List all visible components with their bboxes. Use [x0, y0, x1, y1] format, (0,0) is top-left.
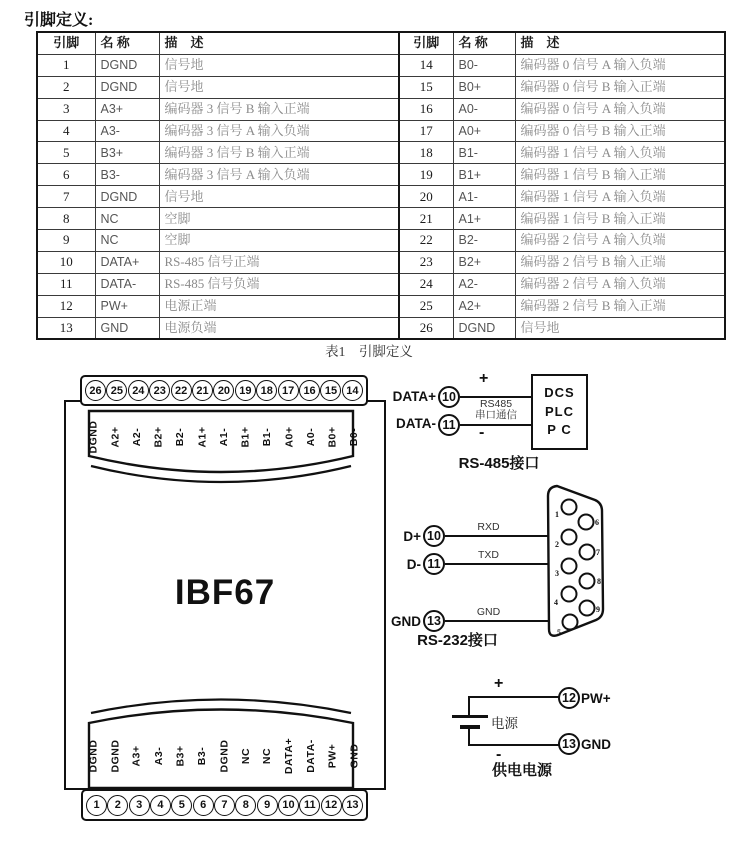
col-header-desc: 描 述: [515, 32, 725, 54]
pin-number: 23: [399, 251, 453, 273]
pin-label-slot: [344, 412, 365, 462]
d-plus-label: D+: [403, 529, 421, 544]
terminal-circle: 26: [85, 380, 106, 401]
table-row: [37, 142, 399, 164]
pin-description: 编码器 3 信号 A 输入负端: [159, 164, 399, 186]
pin-number: 19: [399, 164, 453, 186]
pin-description: 电源负端: [159, 317, 399, 339]
pin-label: A3+: [131, 744, 143, 767]
data-plus-pin-circle: 10: [438, 386, 460, 408]
terminal-circle: 12: [321, 795, 342, 816]
page-title: 引脚定义:: [24, 12, 94, 29]
table-row: [399, 317, 725, 339]
pin-description: 信号地: [159, 76, 399, 98]
pin-number: 7: [37, 186, 95, 208]
pwr-gnd-label: GND: [581, 737, 611, 752]
pin-number: 25: [399, 295, 453, 317]
host-device-box: [531, 374, 588, 450]
rs232-caption: RS-232接口: [417, 632, 498, 649]
pin-name: DGND: [95, 76, 159, 98]
terminal-circle: 8: [235, 795, 256, 816]
db9-pin-number: 3: [555, 569, 559, 578]
pin-name: A1+: [453, 208, 515, 230]
bottom-pin-labels: [80, 727, 368, 784]
table-row: [399, 142, 725, 164]
pin-name: B1+: [453, 164, 515, 186]
pin-description: 编码器 2 信号 A 输入负端: [515, 273, 725, 295]
terminal-circle: 9: [257, 795, 278, 816]
pin-name: A0+: [453, 120, 515, 142]
pin-label: B1+: [239, 426, 252, 448]
pin-label: DGND: [109, 739, 122, 772]
pin-number: 21: [399, 208, 453, 230]
pin-number: 1: [37, 54, 95, 76]
db9-pin-number: 5: [557, 628, 561, 637]
pin-name: B0+: [453, 76, 515, 98]
data-minus-label: DATA-: [396, 416, 436, 431]
pw-label: PW+: [581, 691, 611, 706]
power-wire-plus: [468, 696, 559, 698]
pin-description: 编码器 1 信号 B 输入正端: [515, 208, 725, 230]
db9-pin-number: 8: [597, 577, 601, 586]
pin-description: 信号地: [159, 54, 399, 76]
pin-name: PW+: [95, 295, 159, 317]
table-row: [399, 76, 725, 98]
pin-number: 14: [399, 54, 453, 76]
table-header-row: [399, 32, 725, 54]
pin-label-slot: [170, 412, 191, 462]
pin-label: DGND: [87, 420, 100, 454]
pin-number: 12: [37, 295, 95, 317]
table-row: [399, 230, 725, 252]
table-row: [399, 164, 725, 186]
pin-name: DATA-: [95, 273, 159, 295]
pin-name: DGND: [453, 317, 515, 339]
pin-label: NC: [261, 747, 274, 764]
pin-label-slot: [301, 727, 322, 784]
pin-description: RS-485 信号负端: [159, 273, 399, 295]
power-minus-sign: -: [496, 746, 502, 763]
pin-number: 13: [37, 317, 95, 339]
db9-connector: [541, 484, 607, 642]
host-line-pc: P C: [547, 422, 572, 437]
terminal-circle: 5: [171, 795, 192, 816]
pin-number: 16: [399, 98, 453, 120]
terminal-circle: 24: [128, 380, 149, 401]
terminal-circle: 25: [106, 380, 127, 401]
pin-description: 编码器 3 信号 B 输入正端: [159, 98, 399, 120]
pin-name: B3-: [95, 164, 159, 186]
pin-number: 10: [37, 251, 95, 273]
txd-label: TXD: [478, 549, 499, 561]
db9-pin-number: 4: [554, 598, 558, 607]
pin-label: B0+: [326, 426, 339, 448]
terminal-circle: 17: [278, 380, 299, 401]
table-caption: 表1 引脚定义: [325, 344, 413, 359]
pin-label: B3+: [174, 744, 187, 767]
table-row: [399, 208, 725, 230]
pin-label-slot: [214, 412, 235, 462]
pin-name: B0-: [453, 54, 515, 76]
pin-label: B1-: [261, 427, 274, 447]
pin-label: A0+: [283, 426, 296, 448]
terminal-circle: 19: [235, 380, 256, 401]
pin-number: 3: [37, 98, 95, 120]
terminal-circle: 22: [171, 380, 192, 401]
table-row: [37, 120, 399, 142]
terminal-circle: 23: [149, 380, 170, 401]
host-line-dcs: DCS: [544, 385, 575, 400]
terminal-circle: 20: [213, 380, 234, 401]
terminal-circle: 11: [299, 795, 320, 816]
pin-description: 空脚: [159, 208, 399, 230]
pin-label-slot: [192, 412, 213, 462]
data-plus-label: DATA+: [392, 389, 436, 404]
table-row: [399, 251, 725, 273]
d-plus-pin-circle: 10: [423, 525, 445, 547]
pin-description: RS-485 信号正端: [159, 251, 399, 273]
d-minus-label: D-: [406, 557, 421, 572]
pin-label-slot: [127, 727, 148, 784]
battery-long-plate: [452, 715, 488, 718]
table-row: [37, 208, 399, 230]
pin-name: B1-: [453, 142, 515, 164]
rs485-caption: RS-485接口: [458, 455, 540, 472]
terminal-circle: 1: [86, 795, 107, 816]
rxd-label: RXD: [477, 521, 500, 533]
pin-number: 17: [399, 120, 453, 142]
pin-table-right: [398, 31, 726, 340]
rs485-bus-label: [463, 399, 529, 421]
pin-label: A2-: [130, 427, 143, 447]
pin-number: 4: [37, 120, 95, 142]
pin-label-slot: [322, 412, 343, 462]
pin-name: B3+: [95, 142, 159, 164]
db9-pin-number: 2: [555, 540, 559, 549]
table-row: [399, 273, 725, 295]
col-header-name: 名 称: [95, 32, 159, 54]
pin-label: GND: [348, 743, 361, 768]
pin-definition-tables: [36, 31, 726, 340]
pin-label: A3-: [152, 746, 165, 765]
pin-name: NC: [95, 230, 159, 252]
pin-name: GND: [95, 317, 159, 339]
col-header-name: 名 称: [453, 32, 515, 54]
pin-name: A3+: [95, 98, 159, 120]
table-row: [37, 186, 399, 208]
db9-pin-number: 9: [596, 605, 600, 614]
pin-description: 编码器 0 信号 A 输入负端: [515, 98, 725, 120]
data-minus-pin-circle: 11: [438, 414, 460, 436]
pin-label-slot: [127, 412, 148, 462]
col-header-pin: 引脚: [37, 32, 95, 54]
pin-label: A1-: [217, 427, 230, 447]
pin-description: 编码器 1 信号 A 输入负端: [515, 186, 725, 208]
pin-label-slot: [344, 727, 365, 784]
table-row: [399, 295, 725, 317]
pin-description: 编码器 0 信号 B 输入正端: [515, 120, 725, 142]
pin-label-slot: [257, 727, 278, 784]
terminal-circle: 10: [278, 795, 299, 816]
pin-label: PW+: [326, 743, 339, 768]
pin-label: NC: [239, 747, 252, 764]
rs485-bus-line1: RS485: [479, 398, 513, 410]
pin-label-slot: [105, 727, 126, 784]
pin-description: 电源正端: [159, 295, 399, 317]
pin-description: 空脚: [159, 230, 399, 252]
pin-label: DGND: [218, 739, 231, 772]
power-caption: 供电电源: [491, 762, 552, 779]
pin-name: B2-: [453, 230, 515, 252]
gnd-label: GND: [391, 614, 421, 629]
pin-name: DGND: [95, 54, 159, 76]
pin-label-slot: [279, 412, 300, 462]
terminal-circle: 2: [107, 795, 128, 816]
terminal-circle: 18: [256, 380, 277, 401]
terminal-circle: 14: [342, 380, 363, 401]
pin-label-slot: [105, 412, 126, 462]
power-source-label: 电源: [491, 716, 518, 731]
table-header-row: [37, 32, 399, 54]
pin-label-slot: [170, 727, 191, 784]
pin-label: DGND: [87, 739, 100, 772]
pin-label-slot: [279, 727, 300, 784]
power-wire-minus: [468, 744, 559, 746]
pin-description: 信号地: [159, 186, 399, 208]
pin-label-slot: [322, 727, 343, 784]
col-header-desc: 描 述: [159, 32, 399, 54]
pin-number: 22: [399, 230, 453, 252]
terminal-circle: 4: [150, 795, 171, 816]
pin-number: 15: [399, 76, 453, 98]
pw-pin-circle: 12: [558, 687, 580, 709]
pin-name: DATA+: [95, 251, 159, 273]
table-row: [399, 120, 725, 142]
pin-label-slot: [214, 727, 235, 784]
pin-label-slot: [148, 412, 169, 462]
db9-pin-number: 7: [596, 548, 600, 557]
terminal-circle: 3: [129, 795, 150, 816]
table-row: [37, 251, 399, 273]
pin-name: B2+: [453, 251, 515, 273]
pin-label-slot: [257, 412, 278, 462]
terminal-circle: 15: [320, 380, 341, 401]
table-row: [37, 54, 399, 76]
db9-pin-number: 1: [555, 510, 559, 519]
table-row: [399, 186, 725, 208]
pin-label-slot: [235, 727, 256, 784]
power-lead-top: [468, 696, 470, 717]
table-row: [37, 230, 399, 252]
pin-number: 2: [37, 76, 95, 98]
terminal-circle: 7: [214, 795, 235, 816]
pin-name: DGND: [95, 186, 159, 208]
pin-table-left: [36, 31, 400, 340]
pin-number: 8: [37, 208, 95, 230]
table-row: [37, 295, 399, 317]
pin-description: 编码器 2 信号 A 输入负端: [515, 230, 725, 252]
terminal-circle: 21: [192, 380, 213, 401]
col-header-pin: 引脚: [399, 32, 453, 54]
pin-description: 信号地: [515, 317, 725, 339]
terminal-circle: 16: [299, 380, 320, 401]
pin-description: 编码器 3 信号 B 输入正端: [159, 142, 399, 164]
pin-number: 24: [399, 273, 453, 295]
pin-label: B3-: [196, 746, 209, 765]
gnd-pin-circle: 13: [423, 610, 445, 632]
pin-description: 编码器 0 信号 B 输入正端: [515, 76, 725, 98]
rs485-wire-minus: [460, 424, 532, 426]
table-row: [37, 273, 399, 295]
power-plus-sign: +: [494, 675, 504, 692]
top-pin-labels: [80, 412, 368, 462]
pin-label: A1+: [196, 426, 209, 448]
pin-label-slot: [192, 727, 213, 784]
pin-label: DATA+: [283, 737, 296, 774]
table-row: [37, 317, 399, 339]
pin-description: 编码器 1 信号 A 输入负端: [515, 142, 725, 164]
rs485-minus-sign: -: [479, 424, 485, 441]
pin-number: 18: [399, 142, 453, 164]
rs485-bus-line2: 串口通信: [475, 409, 517, 421]
rs485-plus-sign: +: [479, 370, 489, 387]
pin-label-slot: [235, 412, 256, 462]
pin-label-slot: [83, 727, 104, 784]
pin-number: 11: [37, 273, 95, 295]
pin-name: A3-: [95, 120, 159, 142]
pin-number: 5: [37, 142, 95, 164]
pin-label: DATA-: [305, 738, 318, 773]
module-model-label: IBF67: [174, 573, 276, 612]
pin-label: B2+: [152, 426, 165, 448]
pin-name: A1-: [453, 186, 515, 208]
pin-number: 9: [37, 230, 95, 252]
pin-number: 6: [37, 164, 95, 186]
pin-label: B0-: [348, 427, 361, 447]
pin-description: 编码器 2 信号 B 输入正端: [515, 251, 725, 273]
pin-name: A2-: [453, 273, 515, 295]
terminal-circle: 6: [193, 795, 214, 816]
pin-label-slot: [148, 727, 169, 784]
pwr-gnd-pin-circle: 13: [558, 733, 580, 755]
pin-label-slot: [301, 412, 322, 462]
table-row: [399, 98, 725, 120]
pin-name: NC: [95, 208, 159, 230]
table-row: [37, 164, 399, 186]
host-line-plc: PLC: [545, 403, 574, 419]
pin-label: A2+: [109, 426, 122, 448]
top-terminal-strip: [80, 375, 368, 406]
table-row: [37, 98, 399, 120]
table-row: [399, 54, 725, 76]
pin-name: A0-: [453, 98, 515, 120]
pin-label: B2-: [174, 427, 187, 447]
pin-number: 26: [399, 317, 453, 339]
pin-description: 编码器 2 信号 B 输入正端: [515, 295, 725, 317]
bottom-terminal-strip: [81, 789, 368, 821]
d-minus-pin-circle: 11: [423, 553, 445, 575]
pin-label-slot: [83, 412, 104, 462]
db9-pin-number: 6: [595, 518, 599, 527]
pin-number: 20: [399, 186, 453, 208]
terminal-circle: 13: [342, 795, 363, 816]
pin-description: 编码器 0 信号 A 输入负端: [515, 54, 725, 76]
pin-label: A0-: [304, 427, 317, 447]
pin-description: 编码器 3 信号 A 输入负端: [159, 120, 399, 142]
gnd-wire-label: GND: [476, 606, 501, 618]
pin-description: 编码器 1 信号 B 输入正端: [515, 164, 725, 186]
pin-name: A2+: [453, 295, 515, 317]
table-row: [37, 76, 399, 98]
